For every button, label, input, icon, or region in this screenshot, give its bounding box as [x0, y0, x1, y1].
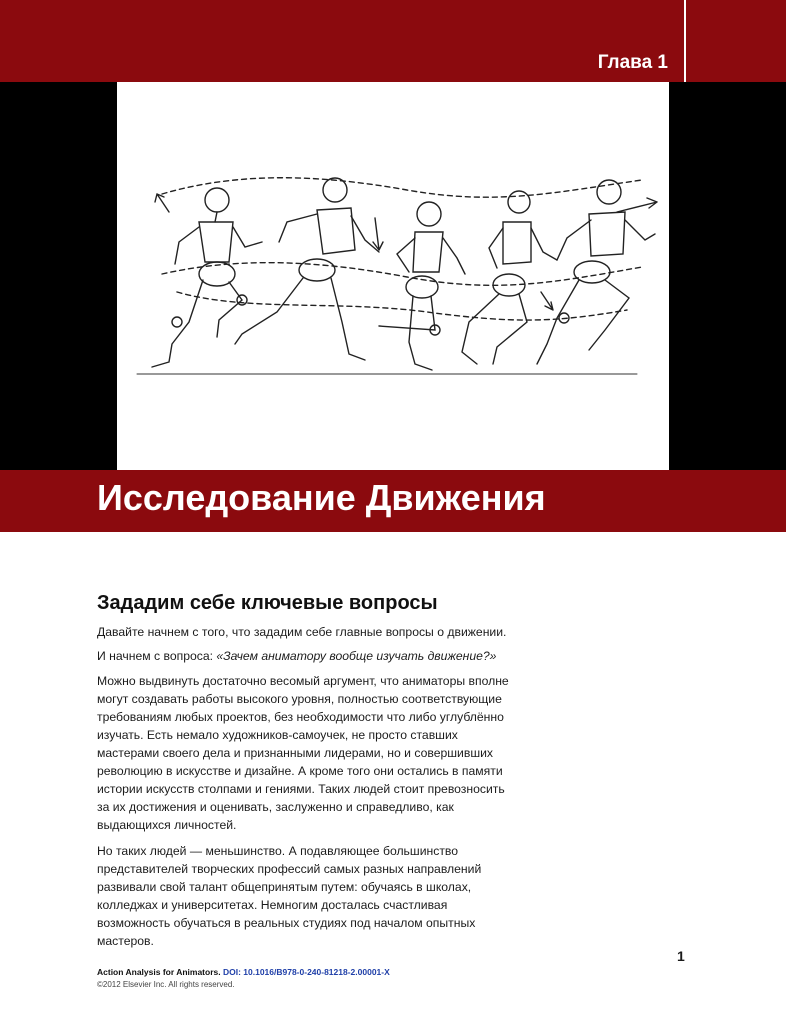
running-figure-sketch-icon	[117, 82, 669, 470]
running-figure-illustration	[117, 82, 669, 470]
citation	[97, 967, 390, 977]
doi-link[interactable]: DOI: 10.1016/B978-0-240-81218-2.00001-X	[222, 967, 390, 977]
paragraph-minority: Но таких людей — меньшинство. А подавляющее большинство представителей творческих профессий самых разных направлений развивали свой талант общепринятым путем: обучаясь в школах, колледжах и университетах. Немногим досталась счастливая возможность обучаться в реальных студиях под началом опытных мастеров.	[97, 844, 482, 948]
paragraph-question	[97, 647, 537, 665]
paragraph-argument: Можно выдвинуть достаточно весомый аргумент, что аниматоры вполне могут создавать работы высокого уровня, полностью соответствующие требованиям любых проектов, без необходимости что либо углублённо изучать. Есть немало художников-самоучек, не просто ставших мастерами своего дела и признанными лидерами, но и совершивших революцию в искусстве и дизайне. А кроме того они остались в памяти истории искусств столпами и гениями. Таких людей стоит превозносить за их достижения и оценивать, заслуженно и справедливо, как выдающихся личностей.	[97, 674, 509, 832]
paragraph-intro: Давайте начнем с того, что зададим себе главные вопросы о движении.	[97, 625, 507, 639]
question-lead: И начнем с вопроса:	[97, 649, 217, 663]
section-heading: Зададим себе ключевые вопросы	[97, 592, 438, 614]
chapter-title: Исследование Движения	[97, 477, 546, 518]
top-header-band	[0, 0, 786, 82]
question-quote: «Зачем аниматору вообще изучать движение?»	[216, 649, 497, 663]
chapter-label: Глава 1	[597, 52, 668, 73]
copyright: ©2012 Elsevier Inc. All rights reserved.	[97, 980, 235, 989]
header-divider	[684, 0, 686, 82]
page-number: 1	[677, 948, 685, 964]
book-title: Action Analysis for Animators.	[97, 967, 221, 977]
